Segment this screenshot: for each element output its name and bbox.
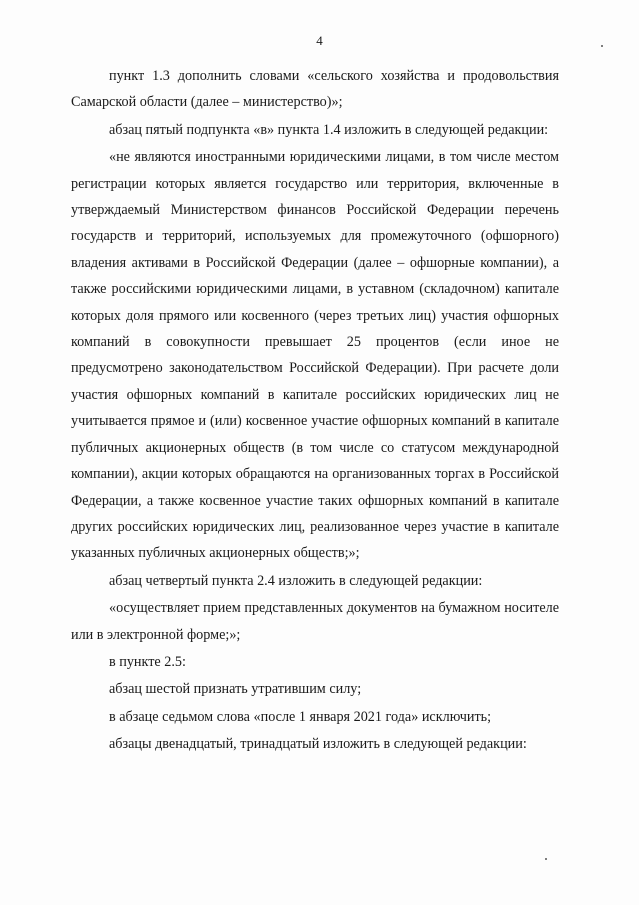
scan-speck — [545, 858, 547, 860]
paragraph-1: пункт 1.3 дополнить словами «сельского хозяйства и продовольствия Самарской области (далее – министерство)»; — [71, 68, 559, 111]
paragraph-8: в абзаце седьмом слова «после 1 января 2021 года» исключить; — [109, 708, 492, 725]
paragraph-4: абзац четвертый пункта 2.4 изложить в следующей редакции: — [109, 572, 483, 589]
paragraph-3: «не являются иностранными юридическими лицами, в том числе местом регистрации которых является государство или территория, включенные в утверждаемый Министерством финансов Российской Федерации перечень государств и территорий, используемых для промежуточного (офшорного) владения активами в Российской Федерации (далее – офшорные компании), а также российскими юридическими лицами, в уставном (складочном) капитале которых доля прямого или косвенного (через третьих лиц) участия офшорных компаний в совокупности превышает 25 процентов (если иное не предусмотрено законодательством Российской Федерации). При расчете доли участия офшорных компаний в капитале российских юридических лиц не учитывается прямое и (или) косвенное участие офшорных компаний в капитале публичных акционерных обществ (в том числе со статусом международной компании), акции которых обращаются на организованных торгах в Российской Федерации, а также косвенное участие таких офшорных компаний в капитале других российских юридических лиц, реализованное через участие в капитале указанных публичных акционерных обществ;»; — [71, 149, 559, 562]
scan-speck — [601, 45, 603, 47]
paragraph-6: в пункте 2.5: — [109, 653, 186, 670]
paragraph-7: абзац шестой признать утратившим силу; — [109, 681, 362, 698]
paragraph-2: абзац пятый подпункта «в» пункта 1.4 изложить в следующей редакции: — [109, 121, 549, 138]
paragraph-5: «осуществляет прием представленных документов на бумажном носителе или в электронной форме;»; — [71, 600, 559, 643]
document-body — [71, 63, 559, 759]
page-number: 4 — [316, 33, 323, 48]
paragraph-9: абзацы двенадцатый, тринадцатый изложить в следующей редакции: — [109, 736, 527, 753]
